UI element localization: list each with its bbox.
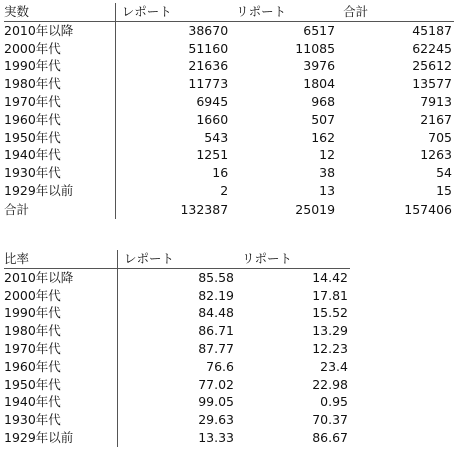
cell-value: 14.42 [312, 269, 348, 285]
ratio-table-header-report: レポート [118, 250, 237, 268]
row-label: 2000年代 [4, 287, 118, 305]
row-label: 1990年代 [4, 57, 115, 75]
cell-value: 21636 [188, 58, 229, 74]
cell-value: 705 [428, 129, 452, 145]
count-table-header-row [4, 3, 454, 21]
cell-value: 11773 [188, 76, 229, 92]
cell-value: 162 [311, 129, 336, 145]
cell-value: 23.4 [320, 358, 348, 374]
ratio-table-body [4, 268, 350, 446]
table-row [4, 411, 350, 429]
table-row [4, 340, 350, 358]
cell-value: 62245 [412, 40, 452, 56]
row-label: 1929年以前 [4, 429, 118, 447]
cell-value: 12 [319, 147, 336, 163]
table-row [4, 75, 454, 93]
cell-value: 25612 [412, 58, 452, 74]
cell-value: 70.37 [312, 412, 348, 428]
cell-value: 77.02 [198, 376, 234, 392]
cell-value: 1660 [196, 111, 229, 127]
row-label: 2000年代 [4, 40, 115, 58]
count-table-body [4, 21, 454, 218]
cell-value: 543 [204, 129, 229, 145]
row-label: 1950年代 [4, 129, 115, 147]
cell-value: 84.48 [198, 305, 234, 321]
table-row [4, 322, 350, 340]
table-row [4, 304, 350, 322]
cell-value: 1251 [196, 147, 229, 163]
table-row [4, 358, 350, 376]
cell-value: 29.63 [198, 412, 234, 428]
cell-value: 15.52 [312, 305, 348, 321]
cell-value: 13 [319, 182, 336, 198]
cell-value: 38670 [188, 22, 229, 38]
cell-value: 13577 [412, 76, 452, 92]
count-table-header-label: 実数 [4, 3, 115, 21]
table-row [4, 111, 454, 129]
row-label: 1960年代 [4, 358, 118, 376]
row-label: 1930年代 [4, 164, 115, 182]
cell-value: 25019 [295, 201, 336, 217]
cell-value: 17.81 [312, 287, 348, 303]
cell-value: 157406 [404, 201, 452, 217]
row-label: 1980年代 [4, 75, 115, 93]
cell-value: 7913 [420, 93, 452, 109]
cell-value: 22.98 [312, 376, 348, 392]
cell-value: 12.23 [312, 340, 348, 356]
ratio-table-header-ripoto: リポート [236, 250, 350, 268]
cell-value: 51160 [188, 40, 229, 56]
cell-value: 968 [311, 93, 336, 109]
cell-value: 54 [436, 165, 452, 181]
count-table-header-total: 合計 [337, 3, 454, 21]
row-label: 1950年代 [4, 376, 118, 394]
table-row [4, 93, 454, 111]
cell-value: 6517 [303, 22, 336, 38]
table-row [4, 40, 454, 58]
cell-value: 86.71 [198, 323, 234, 339]
cell-value: 13.29 [312, 323, 348, 339]
cell-value: 76.6 [206, 358, 234, 374]
ratio-table-header-row [4, 250, 350, 268]
row-label: 2010年以降 [4, 21, 115, 39]
cell-value: 6945 [196, 93, 229, 109]
count-table [4, 3, 454, 219]
cell-value: 507 [311, 111, 336, 127]
cell-value: 16 [212, 165, 229, 181]
cell-value: 99.05 [198, 394, 234, 410]
row-label: 合計 [4, 200, 115, 219]
row-label: 1970年代 [4, 93, 115, 111]
row-label: 1940年代 [4, 393, 118, 411]
table-row [4, 287, 350, 305]
table-row [4, 393, 350, 411]
cell-value: 1263 [420, 147, 452, 163]
cell-value: 13.33 [198, 429, 234, 445]
table-row [4, 129, 454, 147]
row-label: 1990年代 [4, 304, 118, 322]
row-label: 1940年代 [4, 146, 115, 164]
table-row [4, 21, 454, 39]
count-table-header-ripoto: リポート [230, 3, 337, 21]
cell-value: 132387 [180, 201, 229, 217]
row-label: 1970年代 [4, 340, 118, 358]
cell-value: 45187 [412, 22, 452, 38]
cell-value: 85.58 [198, 269, 234, 285]
table-row [4, 146, 454, 164]
table-row [4, 200, 454, 219]
table-row [4, 268, 350, 286]
row-label: 1930年代 [4, 411, 118, 429]
table-row [4, 376, 350, 394]
cell-value: 2 [220, 182, 229, 198]
cell-value: 11085 [295, 40, 336, 56]
row-label: 2010年以降 [4, 268, 118, 286]
cell-value: 86.67 [312, 429, 348, 445]
cell-value: 2167 [420, 111, 452, 127]
table-row [4, 164, 454, 182]
table-row [4, 182, 454, 200]
cell-value: 15 [436, 182, 452, 198]
table-row [4, 57, 454, 75]
cell-value: 38 [319, 165, 336, 181]
count-table-header-report: レポート [115, 3, 230, 21]
cell-value: 1804 [303, 76, 336, 92]
cell-value: 0.95 [320, 394, 348, 410]
row-label: 1960年代 [4, 111, 115, 129]
row-label: 1980年代 [4, 322, 118, 340]
row-label: 1929年以前 [4, 182, 115, 200]
ratio-table [4, 250, 350, 447]
ratio-table-header-label: 比率 [4, 250, 118, 268]
table-row [4, 429, 350, 447]
cell-value: 3976 [303, 58, 336, 74]
cell-value: 82.19 [198, 287, 234, 303]
cell-value: 87.77 [198, 340, 234, 356]
